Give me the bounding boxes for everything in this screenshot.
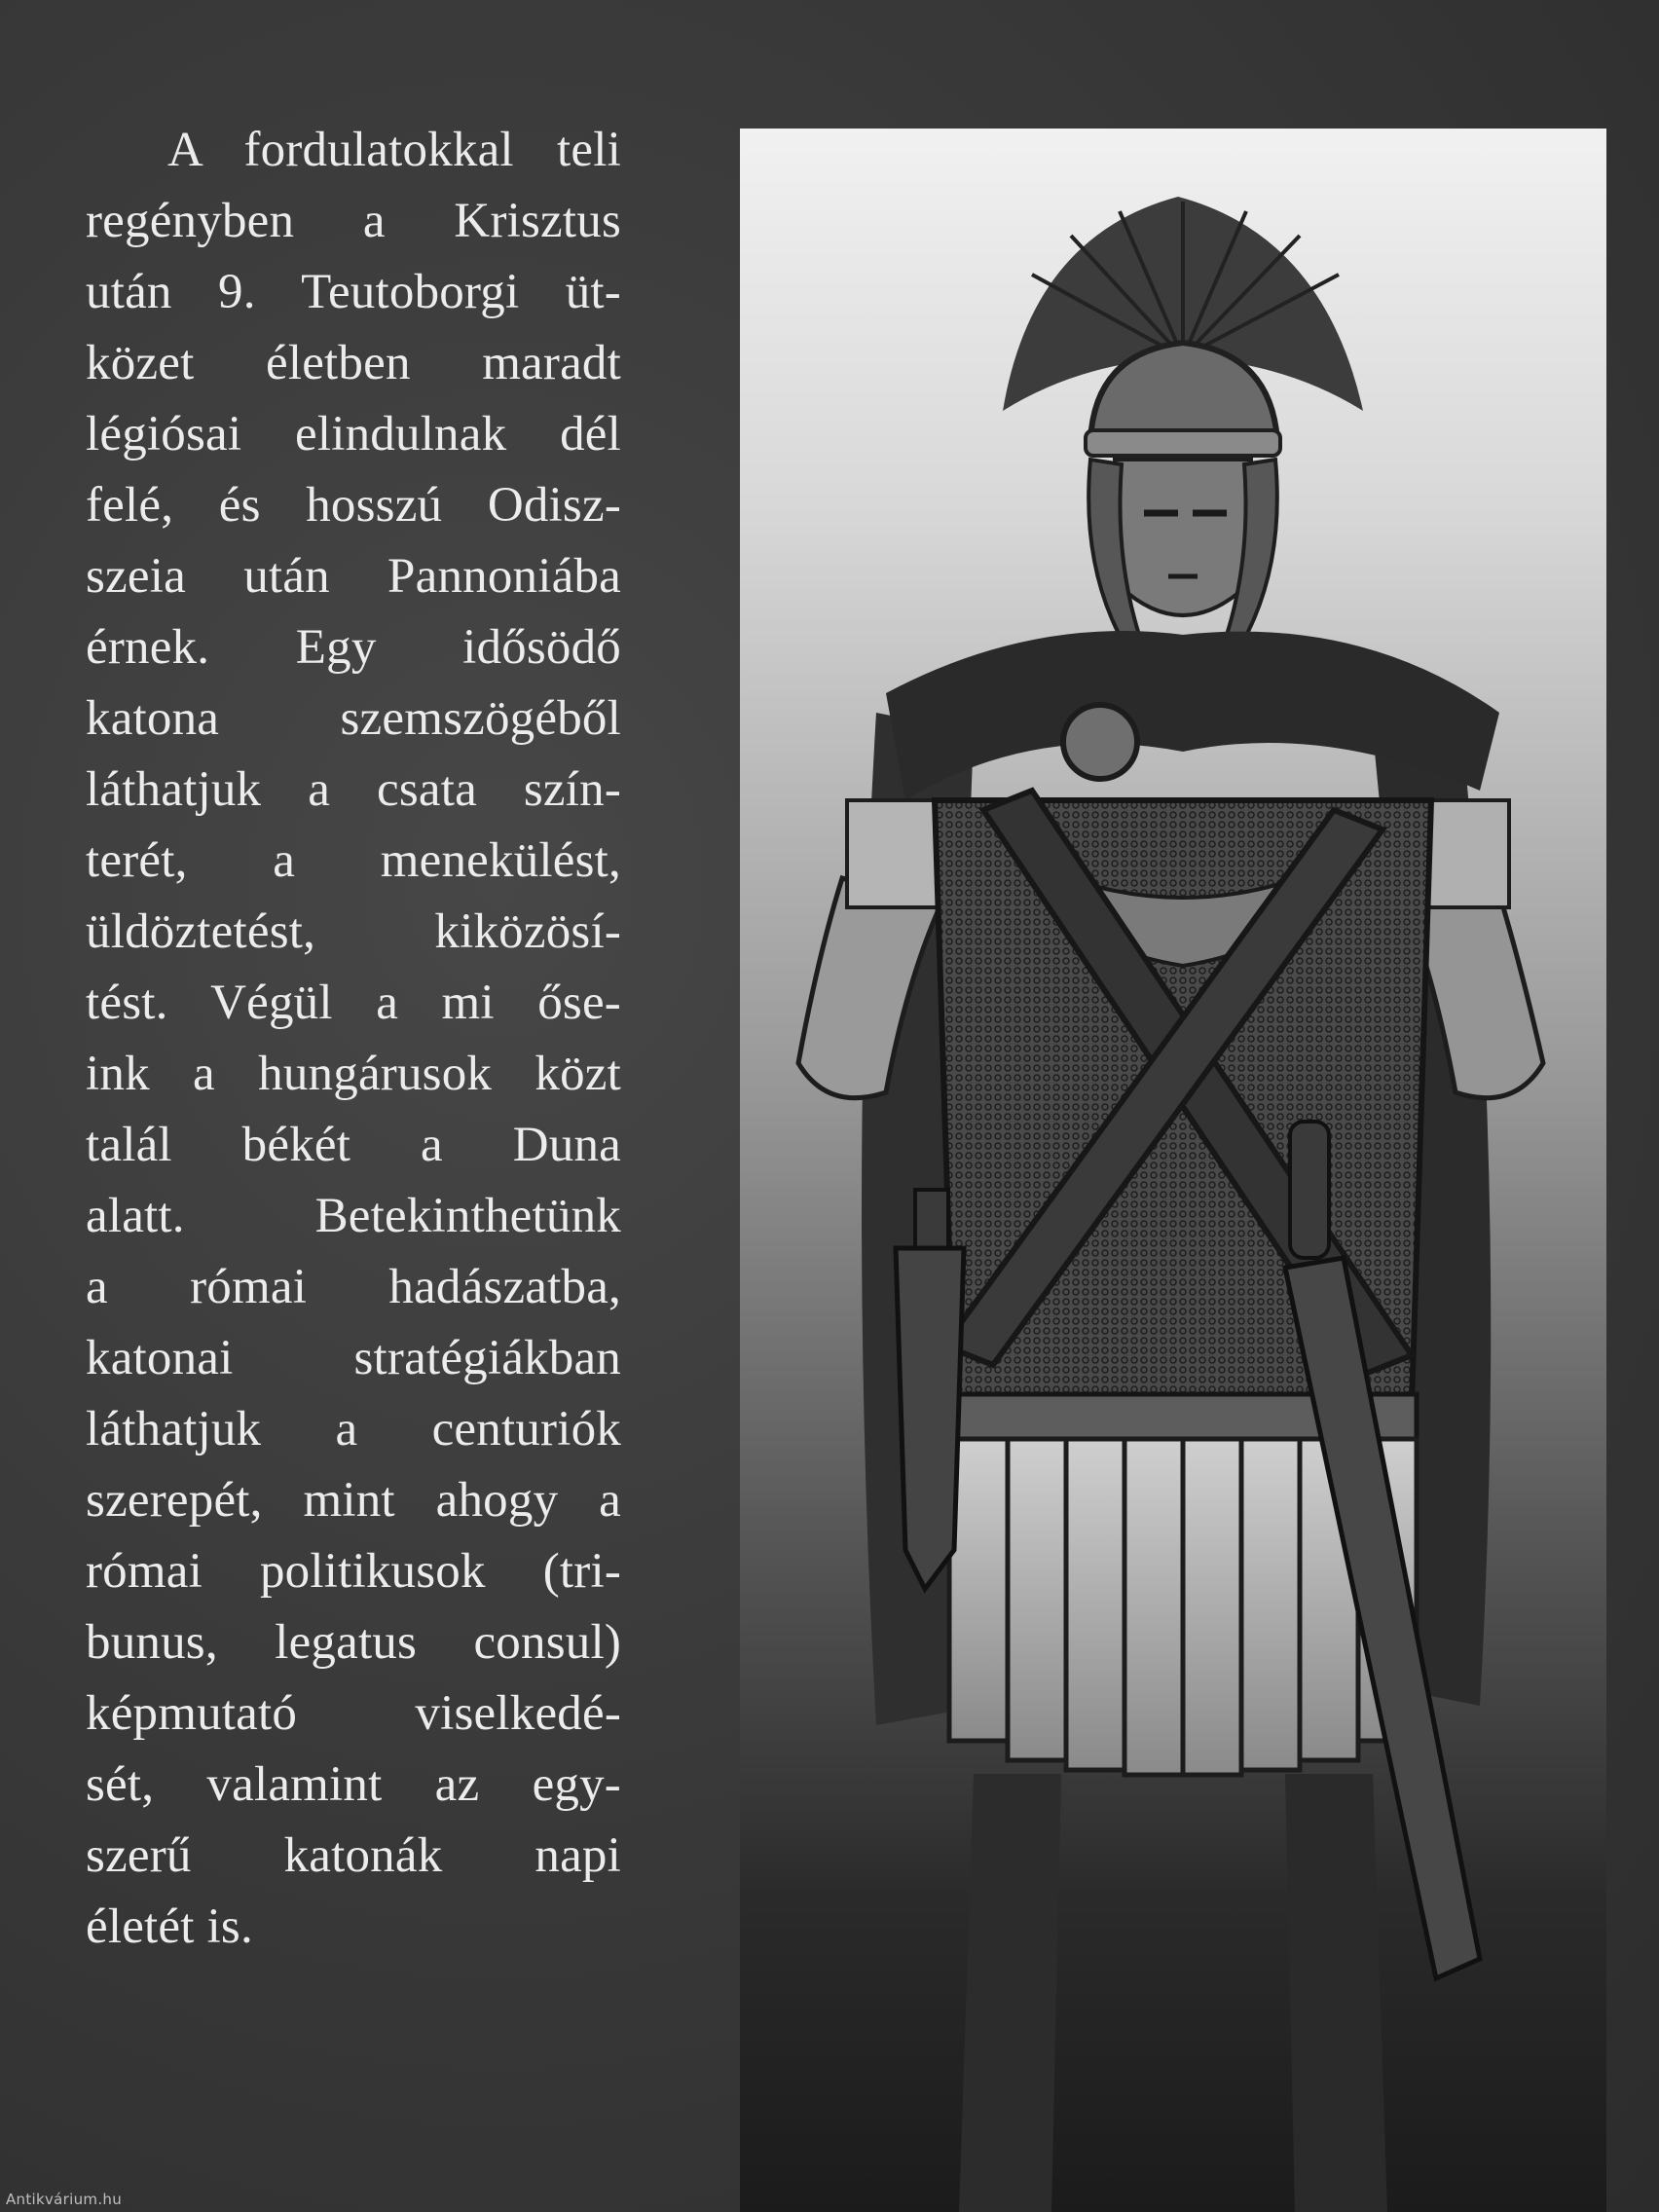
blurb-line: közet életben maradt: [86, 336, 621, 390]
blurb-text: [86, 115, 621, 1963]
blurb-line: regényben a Krisztus: [86, 194, 621, 248]
centurion-illustration: [740, 129, 1606, 2212]
blurb-line: terét, a menekülést,: [86, 833, 621, 888]
blurb-line: talál békét a Duna: [86, 1118, 621, 1172]
blurb-line: érnek. Egy idősödő: [86, 620, 621, 675]
pugio-dagger: [896, 1190, 964, 1589]
blurb-line: láthatjuk a centuriók: [86, 1402, 621, 1456]
blurb-line: katonai stratégiákban: [86, 1331, 621, 1385]
blurb-line: felé, és hosszú Odisz-: [86, 478, 621, 533]
legs: [959, 1774, 1387, 2212]
blurb-line: üldöztetést, kiközösí-: [86, 904, 621, 959]
cloak-brooch: [1063, 705, 1137, 779]
blurb-line: A fordulatokkal teli: [167, 123, 621, 177]
blurb-line: sét, valamint az egy-: [86, 1757, 621, 1812]
blurb-line: a római hadászatba,: [86, 1260, 621, 1314]
blurb-line: alatt. Betekinthetünk: [86, 1189, 621, 1243]
blurb-line: légiósai elindulnak dél: [86, 407, 621, 461]
blurb-line: római politikusok (tri-: [86, 1544, 621, 1599]
blurb-line: bunus, legatus consul): [86, 1615, 621, 1670]
watermark: Antikvárium.hu: [6, 2191, 123, 2208]
blurb-line: ink a hungárusok közt: [86, 1047, 621, 1101]
face: [1088, 460, 1277, 645]
blurb-line: életét is.: [86, 1899, 253, 1954]
blurb-line: láthatjuk a csata szín-: [86, 762, 621, 817]
blurb-line: után 9. Teutoborgi üt-: [86, 265, 621, 319]
blurb-line: képmutató viselkedé-: [86, 1686, 621, 1741]
blurb-line: szeia után Pannoniába: [86, 549, 621, 604]
blurb-line: szerepét, mint ahogy a: [86, 1473, 621, 1528]
blurb-line: szerű katonák napi: [86, 1828, 621, 1883]
blurb-line: katona szemszögéből: [86, 691, 621, 746]
centurion-figure: [740, 129, 1606, 2212]
blurb-line: tést. Végül a mi őse-: [86, 976, 621, 1030]
